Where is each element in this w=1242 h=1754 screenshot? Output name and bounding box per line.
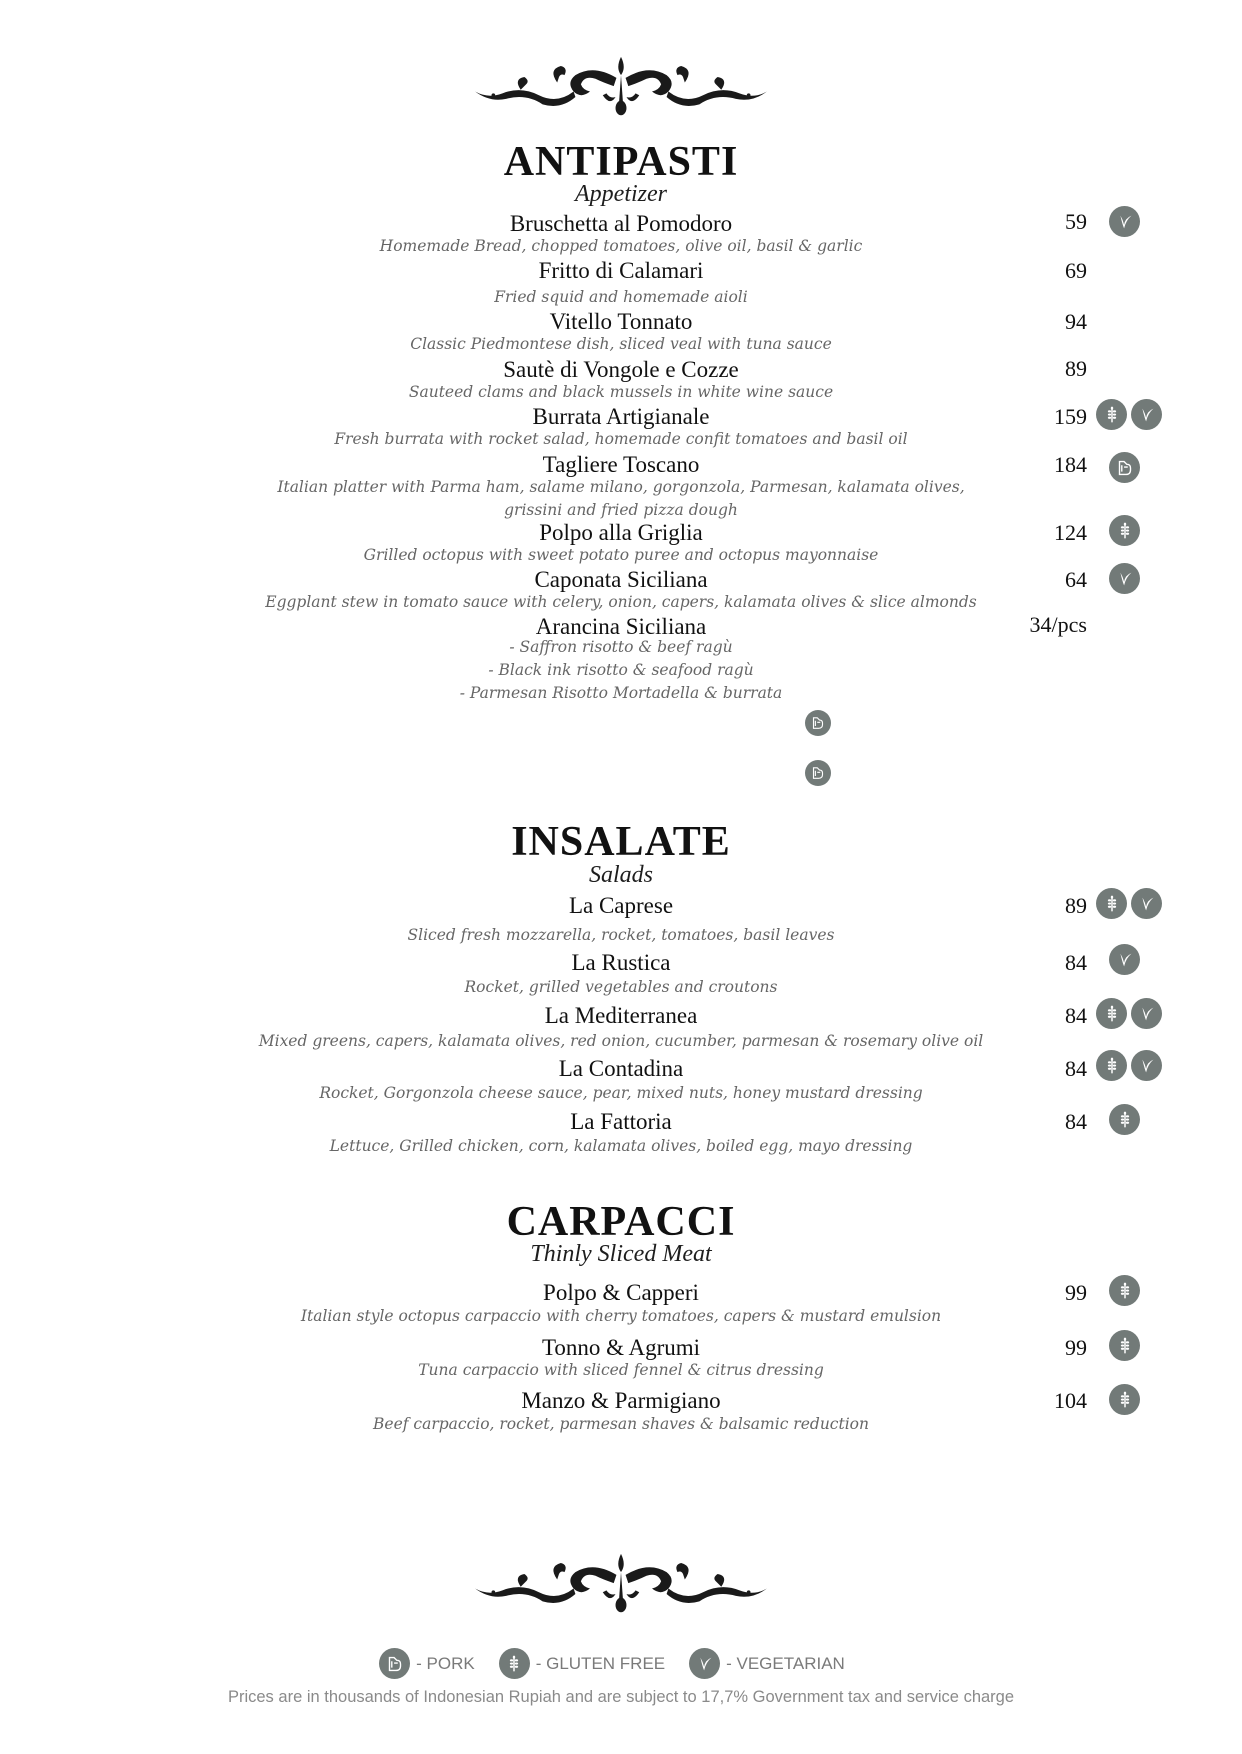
item-price: 64 <box>1065 567 1087 592</box>
item-icons <box>1109 1330 1140 1361</box>
item-desc: Fresh burrata with rocket salad, homemade confit tomatoes and basil oil <box>334 430 908 448</box>
vegetarian-icon <box>1131 888 1162 919</box>
item-name: La Fattoria <box>570 1109 672 1134</box>
item-desc: Eggplant stew in tomato sauce with celery, onion, capers, kalamata olives & slice almonds <box>265 593 977 611</box>
item-desc: Mixed greens, capers, kalamata olives, red onion, cucumber, parmesan & rosemary olive oil <box>258 1032 984 1050</box>
item-price: 104 <box>1054 1388 1087 1413</box>
item-icons <box>1096 998 1162 1029</box>
section-title-carpacci: CARPACCI <box>506 1199 736 1245</box>
variant-icon-wrap <box>805 760 831 786</box>
item-desc: Italian style octopus carpaccio with cherry tomatoes, capers & mustard emulsion <box>300 1307 942 1325</box>
legend <box>0 1648 1242 1679</box>
item-icons <box>1109 1384 1140 1415</box>
gluten-free-icon <box>1109 1384 1140 1415</box>
item-icons <box>1109 563 1140 594</box>
gluten-free-icon <box>499 1648 530 1679</box>
item-icons <box>1096 399 1162 430</box>
item-icons <box>1096 1050 1162 1081</box>
vegetarian-icon <box>1131 998 1162 1029</box>
section-subtitle-antipasti: Appetizer <box>575 181 667 207</box>
item-price: 184 <box>1054 452 1087 477</box>
item-price: 94 <box>1065 309 1087 334</box>
item-desc: Homemade Bread, chopped tomatoes, olive oil, basil & garlic <box>379 237 863 255</box>
item-name: La Caprese <box>568 893 674 918</box>
gluten-free-icon <box>1096 888 1127 919</box>
bottom-ornament <box>0 1552 1242 1616</box>
item-price: 89 <box>1065 893 1087 918</box>
gluten-free-icon <box>1096 399 1127 430</box>
item-name: Fritto di Calamari <box>538 258 704 283</box>
gluten-free-icon <box>1109 1104 1140 1135</box>
item-variant: - Saffron risotto & beef ragù <box>509 638 733 656</box>
section-title-insalate: INSALATE <box>511 819 731 865</box>
item-desc: Tuna carpaccio with sliced fennel & citrus dressing <box>418 1361 824 1379</box>
vegetarian-icon <box>1131 1050 1162 1081</box>
item-price: 34/pcs <box>1029 612 1087 637</box>
gluten-free-icon <box>1096 998 1127 1029</box>
item-price: 124 <box>1054 520 1087 545</box>
item-price: 59 <box>1065 209 1087 234</box>
legend-pork: - PORK <box>416 1653 475 1673</box>
vegetarian-icon <box>1131 399 1162 430</box>
item-price: 84 <box>1065 1003 1087 1028</box>
item-icons <box>1109 1275 1140 1306</box>
pork-icon <box>805 710 831 736</box>
item-variant: - Black ink risotto & seafood ragù <box>488 661 754 679</box>
footnote: Prices are in thousands of Indonesian Rupiah and are subject to 17,7% Government tax and service charge <box>227 1688 1015 1706</box>
variant-icon-wrap <box>805 710 831 736</box>
item-icons <box>1109 515 1140 546</box>
legend-vegetarian: - VEGETARIAN <box>726 1653 845 1673</box>
item-price: 69 <box>1065 258 1087 283</box>
item-name: Tonno & Agrumi <box>541 1335 701 1360</box>
section-title-antipasti: ANTIPASTI <box>503 139 739 185</box>
section-subtitle-insalate: Salads <box>588 862 653 888</box>
pork-icon <box>805 760 831 786</box>
item-name: Vitello Tonnato <box>549 309 693 334</box>
item-price: 99 <box>1065 1280 1087 1305</box>
item-icons <box>1109 206 1140 237</box>
vegetarian-icon <box>689 1648 720 1679</box>
gluten-free-icon <box>1096 1050 1127 1081</box>
item-name: Tagliere Toscano <box>542 452 700 477</box>
vegetarian-icon <box>1109 944 1140 975</box>
item-name: Burrata Artigianale <box>532 404 710 429</box>
item-desc: Rocket, grilled vegetables and croutons <box>464 978 778 996</box>
item-icons <box>1109 452 1140 483</box>
item-name: Caponata Siciliana <box>534 567 708 592</box>
item-desc: Lettuce, Grilled chicken, corn, kalamata olives, boiled egg, mayo dressing <box>329 1137 913 1155</box>
item-icons <box>1096 888 1162 919</box>
item-price: 99 <box>1065 1335 1087 1360</box>
vegetarian-icon <box>1109 563 1140 594</box>
item-name: Arancina Siciliana <box>535 614 707 639</box>
item-price: 84 <box>1065 950 1087 975</box>
item-icons <box>1109 944 1140 975</box>
item-price: 89 <box>1065 356 1087 381</box>
item-icons <box>1109 1104 1140 1135</box>
vegetarian-icon <box>1109 206 1140 237</box>
item-name: Bruschetta al Pomodoro <box>509 211 733 236</box>
item-desc: Rocket, Gorgonzola cheese sauce, pear, mixed nuts, honey mustard dressing <box>319 1084 923 1102</box>
item-price: 159 <box>1054 404 1087 429</box>
item-desc: Beef carpaccio, rocket, parmesan shaves & balsamic reduction <box>373 1415 869 1433</box>
item-desc: Sauteed clams and black mussels in white wine sauce <box>408 383 834 401</box>
legend-gluten-free: - GLUTEN FREE <box>535 1653 666 1673</box>
gluten-free-icon <box>1109 515 1140 546</box>
item-name: Manzo & Parmigiano <box>521 1388 721 1413</box>
gluten-free-icon <box>1109 1330 1140 1361</box>
item-name: La Rustica <box>571 950 671 975</box>
item-desc: Sliced fresh mozzarella, rocket, tomatoes, basil leaves <box>407 926 835 944</box>
pork-icon <box>1109 452 1140 483</box>
gluten-free-icon <box>1109 1275 1140 1306</box>
pork-icon <box>379 1648 410 1679</box>
item-desc: Classic Piedmontese dish, sliced veal with tuna sauce <box>410 335 832 353</box>
item-desc: Grilled octopus with sweet potato puree and octopus mayonnaise <box>363 546 879 564</box>
item-name: Polpo & Capperi <box>543 1280 699 1305</box>
section-subtitle-carpacci: Thinly Sliced Meat <box>530 1241 712 1267</box>
item-name: Polpo alla Griglia <box>539 520 703 545</box>
item-name: La Mediterranea <box>544 1003 698 1028</box>
item-price: 84 <box>1065 1056 1087 1081</box>
item-name: Sautè di Vongole e Cozze <box>503 357 739 382</box>
top-ornament <box>0 55 1242 119</box>
item-variant: - Parmesan Risotto Mortadella & burrata <box>459 684 783 702</box>
item-desc: Fried squid and homemade aioli <box>494 288 748 306</box>
item-price: 84 <box>1065 1109 1087 1134</box>
item-desc-line2: grissini and fried pizza dough <box>504 501 738 519</box>
item-desc: Italian platter with Parma ham, salame milano, gorgonzola, Parmesan, kalamata olives, <box>277 478 965 496</box>
item-name: La Contadina <box>558 1056 684 1081</box>
